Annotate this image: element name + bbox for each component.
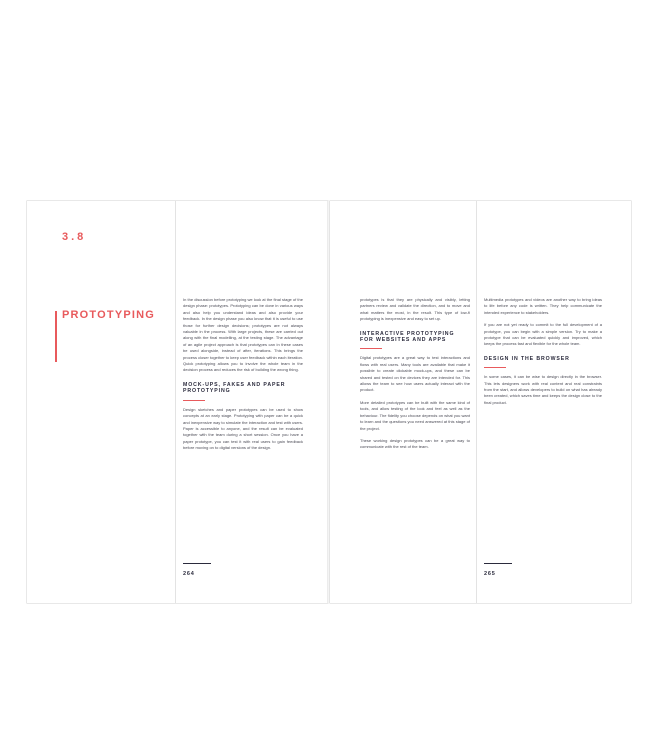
subheading: MOCK-UPS, FAKES AND PAPER PROTOTYPING: [183, 381, 286, 395]
page-number: 265: [484, 571, 496, 577]
body-paragraph: Digital prototypes are a great way to test interactions and flows with real users. Many tools are available that make it possible to create clickable mock-ups, and these can be shared and tested on the devices they are intended for. This allows the team to see how users actually interact with the product.: [360, 355, 470, 393]
column-divider: [175, 201, 176, 603]
chapter-number: 3.8: [62, 231, 87, 243]
right-page-column-2: [484, 297, 602, 412]
title-accent-bar: [55, 311, 57, 362]
body-paragraph: These working design prototypes can be a great way to communicate with the rest of the team.: [360, 437, 470, 450]
body-paragraph: Design sketches and paper prototypes can be used to show concepts at an early stage. Prototyping with paper can be a quick and inexpensive way to simulate the interaction and test with users. Paper is accessible to anyone, and the result can be evaluated together with the team during a short session. Once you have a paper prototype, you can test it with real users to gain feedback before moving on to digital versions of the design.: [183, 406, 303, 451]
body-paragraph: In the discussion before prototyping we look at the final stage of the design phase: prototypes. Prototyping can be done in various ways and also help you understand ideas and also provide your feedback. In the design phase you also know that it is useful to use those for further design decisions; prototypes are not always valuable in the process. With large projects, these are carried out along with the final modelling, at the testing stage. The advantage of an agile project approach is that prototypes can in these cases be used alongside, instead of after, iterations. This brings the process closer together to keep user feedback within each iteration. Quick prototyping allows you to involve the whole team in the decision process and reduces the risk of building the wrong thing.: [183, 297, 303, 373]
left-page: [27, 201, 328, 603]
subheading: INTERACTIVE PROTOTYPING FOR WEBSITES AND APPS: [360, 330, 455, 344]
body-paragraph: prototypes is that they are physically and visibly, letting partners review and validate the direction, and to move and what matters the most, in the result. This type of low-fi prototyping is inexpensive and easy to set up.: [360, 297, 470, 322]
subheading-rule: [360, 348, 382, 349]
body-paragraph: Multimedia prototypes and videos are another way to bring ideas to life before any code is written. They help communicate the intended experience to stakeholders.: [484, 297, 602, 315]
book-spread: [27, 201, 631, 603]
page-number: 264: [183, 571, 195, 577]
section-title: PROTOTYPING: [62, 309, 156, 321]
footer-rule: [183, 563, 211, 564]
body-paragraph: In some cases, it can be wise to design directly in the browser. This lets designers work with real content and real constraints from the start, and allows developers to build on what has already been created, which saves time and keeps the design close to the final product.: [484, 374, 602, 405]
column-divider: [476, 201, 477, 603]
body-paragraph: If you are not yet ready to commit to the full development of a prototype, you can begin with a simple version. Try to make a prototype that can be evaluated quickly and improved, which keeps the process fast and flexible for the whole team.: [484, 322, 602, 347]
subheading-rule: [484, 367, 506, 368]
subheading-rule: [183, 400, 205, 401]
left-page-column: [183, 297, 303, 458]
footer-rule: [484, 563, 512, 564]
right-page: [330, 201, 631, 603]
right-page-column-1: [360, 297, 470, 457]
body-paragraph: More detailed prototypes can be built with the same kind of tools, and allow testing of the look and feel as well as the behaviour. The fidelity you choose depends on what you want to learn and the questions you need answered at this stage of the project.: [360, 399, 470, 431]
subheading: DESIGN IN THE BROWSER: [484, 355, 570, 362]
